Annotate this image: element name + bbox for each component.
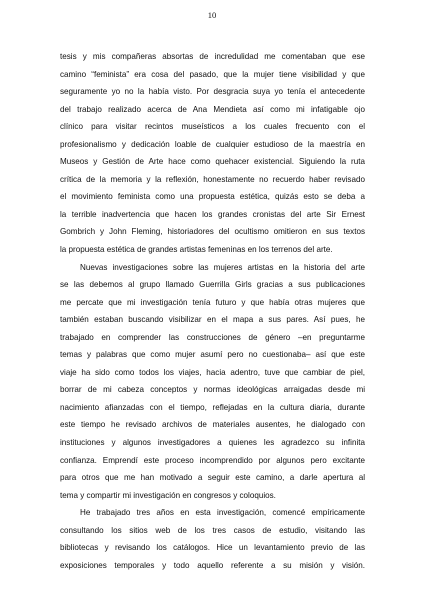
text-line: este tiempo he revisado archivos de materiales ausentes, he dialogado con (60, 420, 365, 430)
text-line: del trabajo realizado acerca de Ana Mendieta así como mi infatigable ojo (60, 104, 365, 114)
text-line: instituciones y algunos investigadores a quienes les agradezco su infinita (60, 438, 365, 448)
text-line: exposiciones temporales y todo aquello referente a su misión y visión. (60, 560, 365, 570)
body-text (60, 48, 365, 574)
text-line: camino “feminista” era cosa del pasado, que la mujer tiene visibilidad y que (60, 69, 365, 79)
text-line: para otros que me han motivado a seguir este camino, a darle apertura al (60, 473, 365, 483)
text-line: la propuesta estética de grandes artistas femeninas en los terrenos del arte. (60, 245, 333, 255)
text-line: crítica de la memoria y la reflexión, honestamente no recuerdo haber revisado (60, 174, 365, 184)
text-line: también estaban buscando visibilizar en el mapa a sus pares. Así pues, he (60, 315, 365, 325)
text-line: confianza. Emprendí este proceso incomprendido por algunos pero excitante (60, 455, 365, 465)
text-line: temas y palabras que como mujer asumí pero no cuestionaba– así que este (60, 350, 365, 360)
text-line: el movimiento feminista como una propuesta estética, quizás esto se deba a (60, 192, 365, 202)
text-line: borrar de mi cabeza conceptos y normas ideológicas arraigadas desde mi (60, 385, 365, 395)
text-line: me percate que mi investigación tenía futuro y que había otras mujeres que (60, 297, 365, 307)
text-line: nacimiento afianzadas con el tiempo, reflejadas en la cultura diaria, durante (60, 402, 365, 412)
text-line: profesionalismo y dedicación loable de cualquier estudioso de la maestría en (60, 139, 365, 149)
text-line: Museos y Gestión de Arte hace como quehacer existencial. Siguiendo la ruta (60, 157, 365, 167)
page-number: 10 (207, 10, 217, 20)
paragraph-3 (60, 504, 365, 574)
text-line: He trabajado tres años en esta investigación, comencé empíricamente (80, 508, 365, 518)
text-line: Gombrich y John Fleming, historiadores del ocultismo omitieron en sus textos (60, 227, 365, 237)
text-line: consultando los sitios web de los tres casos de estudio, visitando las (60, 525, 365, 535)
text-line: se las debemos al grupo llamado Guerrilla Girls gracias a sus publicaciones (60, 280, 365, 290)
text-line: la terrible inadvertencia que hacen los grandes cronistas del arte Sir Ernest (60, 209, 365, 219)
text-line: bibliotecas y revisando los catálogos. Hice un levantamiento previo de las (60, 543, 365, 553)
paragraph-2 (60, 259, 365, 505)
text-line: viaje ha sido como todos los viajes, hacia adentro, tuve que cambiar de piel, (60, 367, 365, 377)
text-line: trabajado en comprender las construcciones de género –en preguntarme (60, 332, 365, 342)
text-line: tesis y mis compañeras absortas de incredulidad me comentaban que ese (60, 52, 365, 61)
text-line: seguramente yo no la había visto. Por desgracia suya yo tenía el antecedente (60, 87, 365, 97)
paragraph-1 (60, 48, 365, 259)
text-line: tema y compartir mi investigación en congresos y coloquios. (60, 490, 276, 500)
text-line: Nuevas investigaciones sobre las mujeres artistas en la historia del arte (80, 262, 365, 272)
text-line: clínico para visitar recintos museísticos a los cuales frecuento con el (60, 122, 365, 132)
